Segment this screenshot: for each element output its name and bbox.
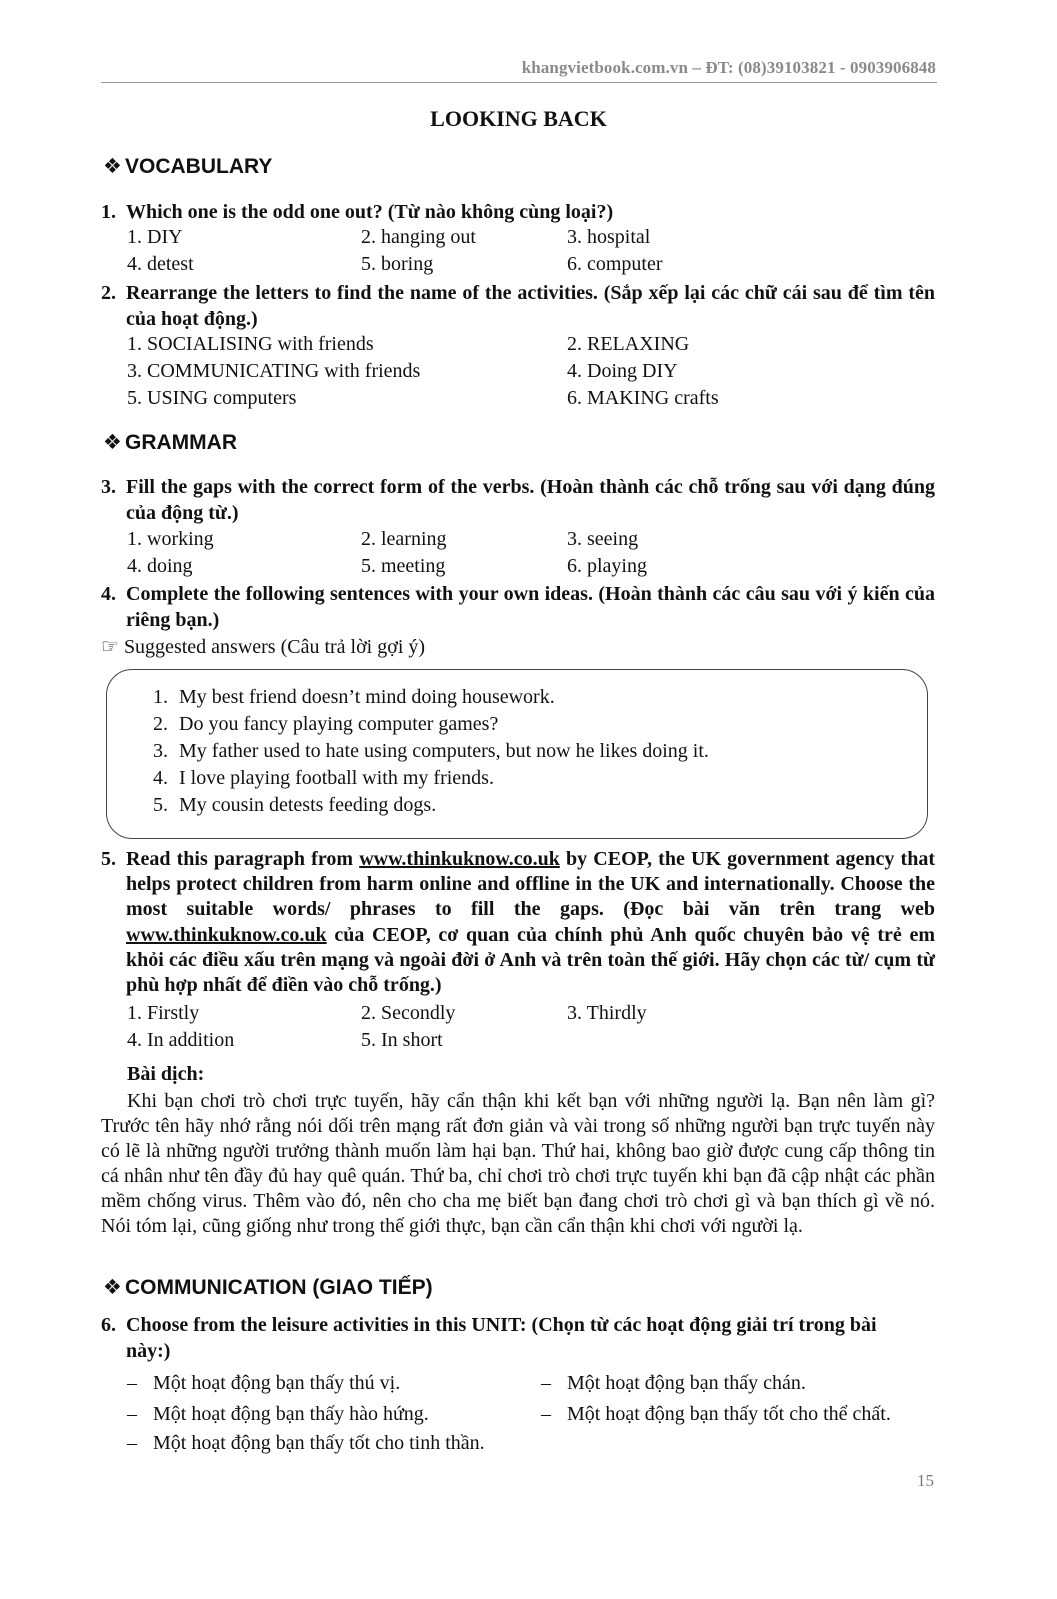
answer-item: 2. learning (361, 528, 447, 550)
question-number: 3. (101, 476, 116, 498)
page-number: 15 (917, 1471, 934, 1490)
question-4 (101, 581, 935, 633)
list-item (153, 767, 494, 790)
dash-bullet: – (127, 1403, 137, 1425)
question-6 (101, 1312, 911, 1364)
list-text: Do you fancy playing computer games? (179, 713, 499, 735)
answer-item: 6. playing (567, 555, 647, 577)
question-number: 1. (101, 201, 116, 223)
text-run: của CEOP, cơ quan của chính phủ Anh quốc chuyên bảo vệ trẻ em khỏi các điều xấu trên mạng và ngoài đời ở Anh và trên toàn thế giới. Hãy chọn các từ/ cụm từ phù hợp nhất để điền vào chỗ trống.) (126, 923, 935, 997)
question-text: Fill the gaps with the correct form of the verbs. (Hoàn thành các chỗ trống sau với dạng đúng của động từ.) (126, 476, 935, 524)
text-run: by CEOP, the UK government agency that helps protect children from harm online and offline in the UK and internationally. Choose the most suitable words/ phrases to fill the gaps. (Đọc bài văn trên trang web (126, 848, 935, 921)
section-grammar (103, 430, 237, 455)
question-2 (101, 280, 935, 332)
question-3 (101, 474, 935, 526)
list-text: My father used to hate using computers, but now he likes doing it. (179, 740, 709, 762)
list-number: 5. (153, 794, 168, 816)
question-5 (101, 847, 935, 998)
list-number: 4. (153, 767, 168, 789)
question-text: Rearrange the letters to find the name of the activities. (Sắp xếp lại các chữ cái sau để tìm tên của hoạt động.) (126, 282, 935, 330)
pointing-hand-icon: ☞ (101, 636, 119, 658)
list-text: My best friend doesn’t mind doing housework. (179, 686, 555, 708)
thinkuknow-link[interactable]: www.thinkuknow.co.uk (359, 848, 560, 870)
activity-text: Một hoạt động bạn thấy tốt cho tinh thần. (153, 1432, 485, 1454)
header-rule (101, 82, 937, 83)
dash-bullet: – (541, 1403, 551, 1425)
diamond-bullet-icon: ❖ (103, 431, 122, 454)
diamond-bullet-icon: ❖ (103, 155, 122, 178)
list-item (153, 713, 498, 736)
answer-item: 4. Doing DIY (567, 360, 678, 382)
text-run: Read this paragraph from (126, 848, 360, 870)
list-item (153, 686, 555, 709)
list-number: 3. (153, 740, 168, 762)
suggested-answers-text: Suggested answers (Câu trả lời gợi ý) (123, 636, 426, 658)
answer-item: 3. seeing (567, 528, 639, 550)
section-title: COMMUNICATION (GIAO TIẾP) (125, 1276, 433, 1299)
answer-item: 4. In addition (127, 1029, 235, 1051)
question-text: Complete the following sentences with your own ideas. (Hoàn thành các câu sau với ý kiến của riêng bạn.) (126, 583, 935, 631)
answer-item: 5. meeting (361, 555, 446, 577)
list-item (153, 740, 709, 763)
activity-item (127, 1403, 429, 1426)
translation-paragraph: Khi bạn chơi trò chơi trực tuyến, hãy cẩn thận khi kết bạn với những người lạ. Bạn nên làm gì? Trước tên hãy nhớ rằng nói dối trên mạng rất đơn giản và vài trong số những người bạn trực tuyến này có lẽ là những người trưởng thành muốn làm hại bạn. Thứ hai, không bao giờ được cung cấp thông tin cá nhân như tên đầy đủ hay quê quán. Thứ ba, chỉ chơi trò chơi trực tuyến khi bạn đã cập nhật các phần mềm chống virus. Thêm vào đó, nên cho cha mẹ biết bạn đang chơi trò chơi gì và bạn thích gì về nó. Nói tóm lại, cũng giống như trong thế giới thực, bạn cần cẩn thận khi chơi với người lạ. (101, 1090, 935, 1237)
question-number: 5. (101, 848, 116, 870)
section-title: GRAMMAR (125, 431, 237, 454)
activity-text: Một hoạt động bạn thấy thú vị. (153, 1372, 401, 1394)
answer-item: 2. Secondly (361, 1002, 456, 1024)
answer-item: 3. Thirdly (567, 1002, 647, 1024)
answer-item: 2. RELAXING (567, 333, 690, 355)
activity-text: Một hoạt động bạn thấy hào hứng. (153, 1403, 429, 1425)
answer-item: 5. In short (361, 1029, 443, 1051)
section-vocabulary (103, 154, 272, 179)
answer-item: 6. MAKING crafts (567, 387, 719, 409)
answer-item: 1. working (127, 528, 214, 550)
question-number: 6. (101, 1314, 116, 1336)
suggested-answers-box (106, 669, 928, 839)
answer-item: 1. SOCIALISING with friends (127, 333, 374, 355)
list-number: 1. (153, 686, 168, 708)
dash-bullet: – (541, 1372, 551, 1394)
question-text: Which one is the odd one out? (Từ nào không cùng loại?) (126, 201, 614, 223)
activity-item (541, 1403, 891, 1426)
question-number: 2. (101, 282, 116, 304)
diamond-bullet-icon: ❖ (103, 1276, 122, 1299)
list-text: I love playing football with my friends. (179, 767, 494, 789)
answer-item: 6. computer (567, 253, 663, 275)
section-communication (103, 1275, 433, 1300)
list-number: 2. (153, 713, 168, 735)
dash-bullet: – (127, 1432, 137, 1454)
activity-text: Một hoạt động bạn thấy tốt cho thể chất. (567, 1403, 891, 1425)
question-number: 4. (101, 583, 116, 605)
section-title: VOCABULARY (125, 155, 273, 178)
activity-item (127, 1372, 400, 1395)
question-text (126, 847, 935, 998)
question-1 (101, 199, 935, 225)
answer-item: 3. hospital (567, 226, 651, 248)
answer-item: 5. USING computers (127, 387, 297, 409)
list-item (153, 794, 436, 817)
page-title: LOOKING BACK (430, 106, 607, 131)
answer-item: 4. detest (127, 253, 194, 275)
page-header: khangvietbook.com.vn – ĐT: (08)39103821 - 0903906848 (521, 58, 936, 77)
answer-item: 1. Firstly (127, 1002, 200, 1024)
answer-item: 3. COMMUNICATING with friends (127, 360, 421, 382)
thinkuknow-link[interactable]: www.thinkuknow.co.uk (126, 923, 327, 946)
dash-bullet: – (127, 1372, 137, 1394)
activity-item (541, 1372, 806, 1395)
translation-title: Bài dịch: (127, 1063, 205, 1085)
answer-item: 4. doing (127, 555, 193, 577)
activity-text: Một hoạt động bạn thấy chán. (567, 1372, 806, 1394)
question-text: Choose from the leisure activities in this UNIT: (Chọn từ các hoạt động giải trí trong bài này:) (126, 1314, 877, 1362)
answer-item: 1. DIY (127, 226, 183, 248)
answer-item: 2. hanging out (361, 226, 476, 248)
suggested-answers-label (101, 634, 425, 659)
activity-item (127, 1432, 485, 1455)
list-text: My cousin detests feeding dogs. (179, 794, 437, 816)
answer-item: 5. boring (361, 253, 434, 275)
